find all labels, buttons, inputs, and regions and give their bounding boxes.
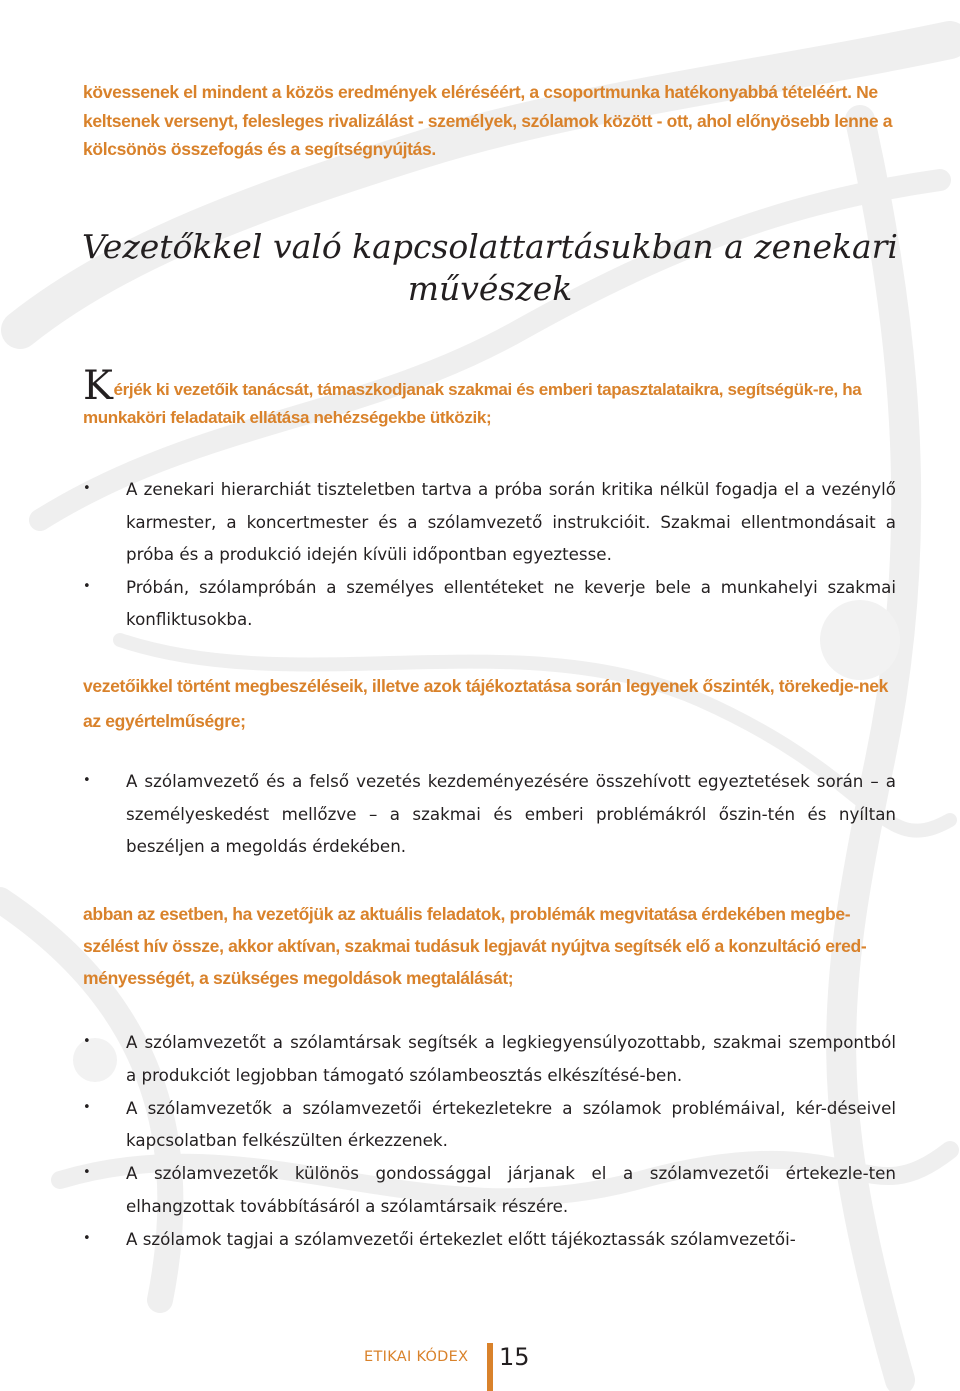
bullet-list-1 <box>83 473 896 636</box>
orange-paragraph-3: abban az esetben, ha vezetőjük az aktuális feladatok, problémák megvitatása érdekében megbe-szélést hív össze, akkor aktívan, szakmai tudásuk legjavát nyújtva segítsék elő a konzultáció ered-ményességét, a szükséges megoldások megtalálását; <box>83 904 867 988</box>
footer-divider-bar <box>487 1343 493 1391</box>
list-item: • A szólamvezetők különös gondossággal járjanak el a szólamvezetői értekezle-ten elhangzottak továbbításáról a szólamtársaik részére. <box>83 1157 896 1223</box>
page-number: 15 <box>499 1343 530 1371</box>
list-item: • Próbán, szólampróbán a személyes ellentéteket ne keverje bele a munkahelyi szakmai konfliktusokba. <box>83 571 896 636</box>
list-item: • A zenekari hierarchiát tiszteletben tartva a próba során kritika nélkül fogadja el a vezénylő karmester, a koncertmester és a szólamvezető instrukcióit. Szakmai ellentmondásait a próba és a produkció idején kívüli időpontban egyeztesse. <box>83 473 896 571</box>
lead-paragraph <box>83 363 898 432</box>
list-item: • A szólamok tagjai a szólamvezetői értekezlet előtt tájékoztassák szólamvezetői- <box>83 1223 896 1256</box>
list-item: • A szólamvezető és a felső vezetés kezdeményezésére összehívott egyeztetések során – a személyeskedést mellőzve – a szakmai és emberi problémákról őszin-tén és nyíltan beszéljen a megoldás érdekében. <box>83 765 896 863</box>
lead-paragraph-text: érjék ki vezetőik tanácsát, támaszkodjanak szakmai és emberi tapasztalataikra, segítségük-re, ha munkaköri feladataik ellátása nehézségekbe ütközik; <box>83 380 862 427</box>
orange-paragraph-2: vezetőikkel történt megbeszéléseik, illetve azok tájékoztatása során legyenek őszinték, törekedje-nek az egyértelműségre; <box>83 676 889 731</box>
bullet-list-2 <box>83 765 896 863</box>
list-item: • A szólamvezetők a szólamvezetői értekezletekre a szólamok problémáival, kér-déseivel kapcsolatban felkészülten érkezzenek. <box>83 1092 896 1158</box>
section-title: Vezetőkkel való kapcsolattartásukban a zenekari művészek <box>82 227 898 308</box>
list-item: • A szólamvezetőt a szólamtársak segítsék a legkiegyensúlyozottabb, szakmai szempontból a produkciót legjobban támogató szólambeosztás elkészítésé-ben. <box>83 1026 896 1092</box>
bullet-list-3 <box>83 1026 896 1256</box>
footer-label: ETIKAI KÓDEX <box>364 1349 469 1365</box>
intro-paragraph: kövessenek el mindent a közös eredmények eléréséért, a csoportmunka hatékonyabbá tételéért. Ne keltsenek versenyt, felesleges rivalizálást - személyek, szólamok között - ott, ahol előnyösebb lenne a kölcsönös összefogás és a segítségnyújtás. <box>83 82 893 159</box>
drop-cap: K <box>83 363 113 409</box>
